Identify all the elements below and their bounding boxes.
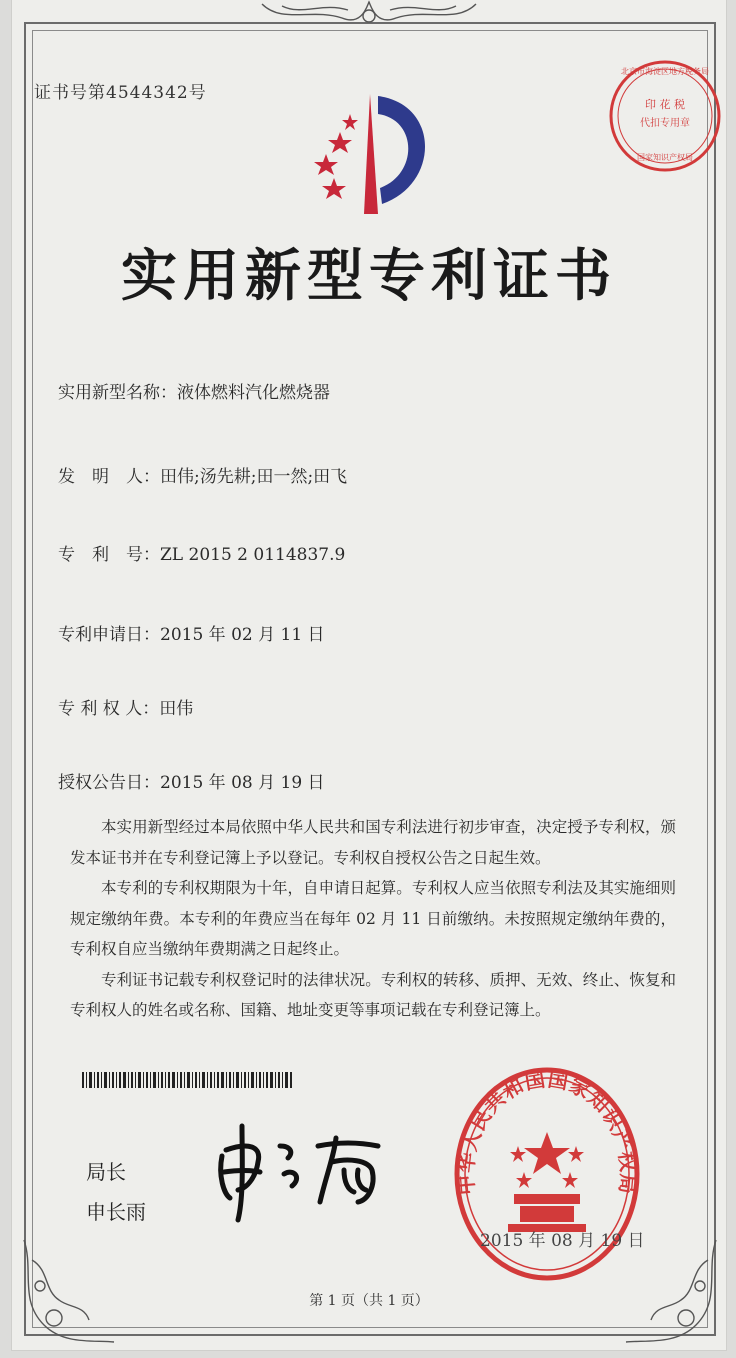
svg-text:北京市海淀区地方税务局: 北京市海淀区地方税务局 xyxy=(621,67,709,76)
certificate-page xyxy=(12,0,726,1350)
certificate-number: 证书号第4544342号 xyxy=(34,83,207,103)
field-patentee xyxy=(58,694,193,719)
field-value: 2015 年 08 月 19 日 xyxy=(160,773,325,793)
svg-text:印 花 税: 印 花 税 xyxy=(645,98,685,111)
svg-text:中华人民共和国国家知识产权局 xyxy=(454,1067,641,1196)
field-label: 专 利 号： xyxy=(58,545,160,565)
cnipa-official-seal xyxy=(452,1062,642,1286)
field-value: 田伟 xyxy=(159,699,194,719)
field-label: 专利申请日： xyxy=(58,625,160,645)
patent-office-logo xyxy=(300,84,450,224)
body-paragraph: 本专利的专利权期限为十年，自申请日起算。专利权人应当依照专利法及其实施细则规定缴纳年费。本专利的年费应当在每年 02 月 11 日前缴纳。未按照规定缴纳年费的，专利权自应当缴纳年费期满之日起终止。 xyxy=(70,879,676,958)
seal-date: 2015 年 08 月 19 日 xyxy=(480,1231,645,1251)
field-inventor xyxy=(58,462,347,487)
field-value: 液体燃料汽化燃烧器 xyxy=(177,383,330,403)
body-paragraph: 专利证书记载专利权登记时的法律状况。专利权的转移、质押、无效、终止、恢复和专利权人的姓名或名称、国籍、地址变更等事项记载在专利登记簿上。 xyxy=(70,970,676,1019)
field-value: ZL 2015 2 0114837.9 xyxy=(160,545,346,565)
page-number: 第 1 页（共 1 页） xyxy=(309,1293,429,1309)
field-label: 实用新型名称： xyxy=(58,383,177,403)
svg-text:代扣专用章: 代扣专用章 xyxy=(640,118,690,129)
seal-text: 中华人民共和国国家知识产权局 xyxy=(453,1067,641,1196)
barcode xyxy=(82,1072,292,1088)
director-title: 局长 xyxy=(86,1160,126,1184)
field-grant-date xyxy=(58,768,325,793)
field-label: 专 利 权 人： xyxy=(58,699,160,719)
field-value: 田伟;汤先耕;田一然;田飞 xyxy=(160,467,348,487)
field-label: 授权公告日： xyxy=(58,773,160,793)
director-signature xyxy=(208,1116,398,1226)
field-application-date xyxy=(58,620,325,645)
field-label: 发 明 人： xyxy=(58,467,160,487)
field-patent-number xyxy=(58,540,345,565)
tax-stamp-seal xyxy=(606,40,724,192)
field-value: 2015 年 02 月 11 日 xyxy=(160,625,325,645)
certificate-title: 实用新型专利证书 xyxy=(121,244,617,309)
certificate-body xyxy=(70,812,676,1026)
body-paragraph: 本实用新型经过本局依照中华人民共和国专利法进行初步审查，决定授予专利权，颁发本证书并在专利登记簿上予以登记。专利权自授权公告之日起生效。 xyxy=(70,818,676,867)
field-utility-model-name xyxy=(58,378,330,403)
top-ornament xyxy=(12,0,726,40)
director-name: 申长雨 xyxy=(86,1200,146,1224)
svg-text:国家知识产权局: 国家知识产权局 xyxy=(637,153,693,162)
